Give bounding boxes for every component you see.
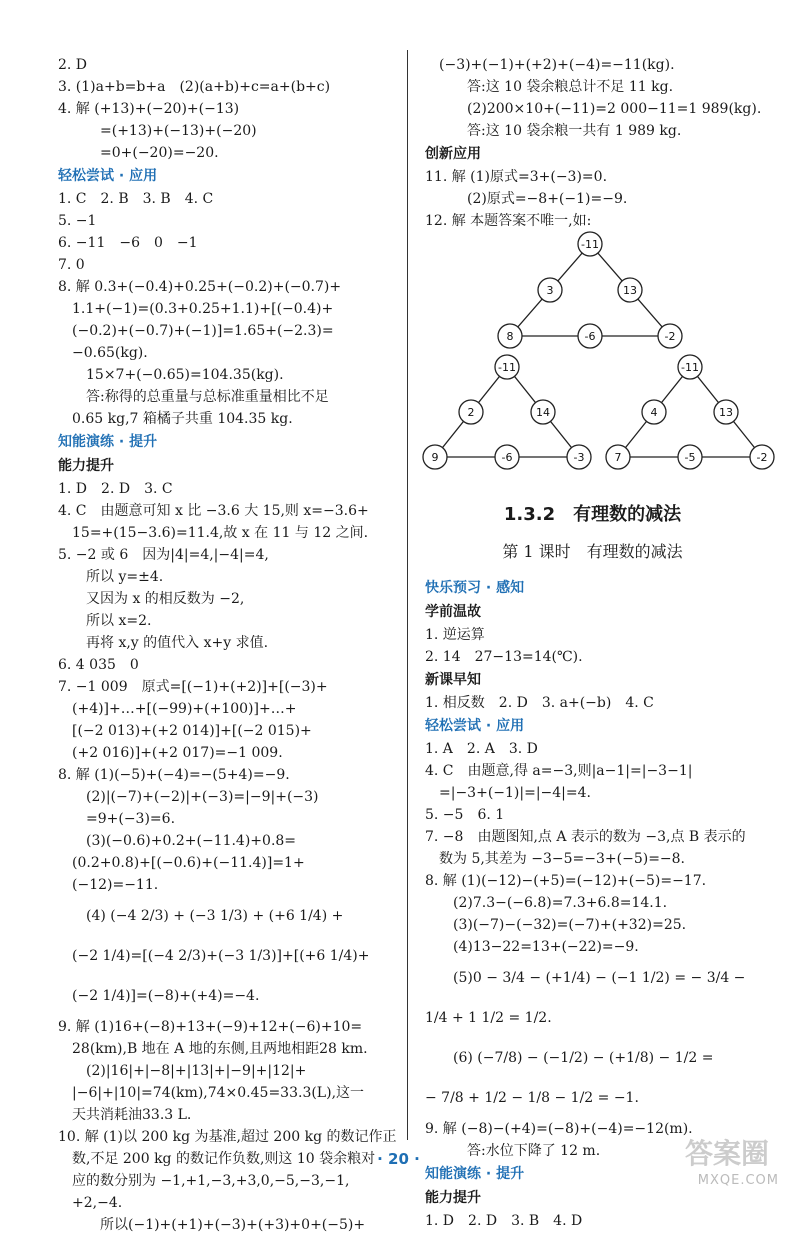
answer-line: 8. 解 (1)(−12)−(+5)=(−12)+(−5)=−17.	[425, 873, 707, 889]
answer-line: (4)13−22=13+(−22)=−9.	[453, 939, 639, 955]
answer-line: (2)200×10+(−11)=2 000−11=1 989(kg).	[467, 101, 762, 117]
answer-line: 1/4 + 1 1/2 = 1/2.	[425, 1010, 552, 1026]
answer-line: 1.1+(−1)=(0.3+0.25+1.1)+[(−0.4)+	[72, 301, 334, 317]
answer-line: 11. 解 (1)原式=3+(−3)=0.	[425, 169, 608, 185]
answer-line: 数为 5,其差为 −3−5=−3+(−5)=−8.	[439, 851, 686, 867]
answer-line: 5. −2 或 6 因为|4|=4,|−4|=4,	[58, 547, 269, 563]
answer-line: =0+(−20)=−20.	[100, 145, 219, 161]
answer-line: (−12)=−11.	[72, 877, 159, 893]
answer-line: 10. 解 (1)以 200 kg 为基准,超过 200 kg 的数记作正	[58, 1129, 397, 1145]
triangle-diagrams	[425, 232, 768, 482]
triangle-node-label: 13	[623, 284, 637, 297]
answer-line: 8. 解 (1)(−5)+(−4)=−(5+4)=−9.	[58, 767, 290, 783]
answer-line: 1. D 2. D 3. C	[58, 481, 173, 497]
answer-line: 又因为 x 的相反数为 −2,	[86, 591, 245, 607]
watermark-logo-text: 答案圈	[684, 1137, 769, 1170]
answer-line: 6. −11 −6 0 −1	[58, 235, 198, 251]
answer-line: 7. 0	[58, 257, 85, 273]
answer-line: 1. 逆运算	[425, 627, 485, 643]
answer-line: (−2 1/4)]=(−8)+(+4)=−4.	[72, 988, 260, 1004]
triangle-node-label: 3	[546, 284, 554, 297]
answer-line: (+2 016)]+(+2 017)=−1 009.	[72, 745, 283, 761]
answer-line: 15=+(15−3.6)=11.4,故 x 在 11 与 12 之间.	[72, 525, 369, 541]
answer-line: (5)0 − 3/4 − (+1/4) − (−1 1/2) = − 3/4 −	[453, 970, 746, 986]
answer-line: (2)|(−7)+(−2)|+(−3)=|−9|+(−3)	[86, 789, 319, 805]
answer-line: 1. C 2. B 3. B 4. C	[58, 191, 214, 207]
triangle-node-label: -6	[584, 330, 596, 343]
answer-line: 2. 14 27−13=14(℃).	[425, 649, 583, 665]
triangle-node-label: 2	[467, 406, 475, 419]
answer-line: |−6|+|10|=74(km),74×0.45=33.3(L),这一	[72, 1085, 365, 1101]
subsection-heading: 学前温故	[425, 604, 481, 620]
triangle-node-label: 8	[506, 330, 514, 343]
answer-line: (0.2+0.8)+[(−0.6)+(−11.4)]=1+	[72, 855, 305, 871]
answer-line: 6. 4 035 0	[58, 657, 139, 673]
watermark-site: MXQE.COM	[697, 1173, 779, 1188]
triangle-node-label: -5	[684, 451, 696, 464]
answer-line: 所以(−1)+(+1)+(−3)+(+3)+0+(−5)+	[100, 1217, 366, 1233]
answer-line: (3)(−7)−(−32)=(−7)+(+32)=25.	[453, 917, 687, 933]
triangle-node-label: 14	[536, 406, 550, 419]
answer-line: 9. 解 (−8)−(+4)=(−8)+(−4)=−12(m).	[425, 1121, 693, 1137]
answer-line: [(−2 013)+(+2 014)]+[(−2 015)+	[72, 723, 312, 739]
answer-line: 答:这 10 袋余粮一共有 1 989 kg.	[467, 123, 682, 139]
answer-line: 2. D	[58, 57, 88, 73]
answer-line: +2,−4.	[72, 1195, 123, 1211]
answer-line: (2)原式=−8+(−1)=−9.	[467, 191, 628, 207]
answer-line: 1. A 2. A 3. D	[425, 741, 538, 757]
page-number: · 20 ·	[377, 1150, 420, 1168]
triangle-node-label: -2	[756, 451, 768, 464]
subsection-heading: 能力提升	[58, 458, 114, 474]
triangle-node-label: 7	[614, 451, 622, 464]
answer-line: (4) (−4 2/3) + (−3 1/3) + (+6 1/4) +	[86, 908, 344, 924]
section-heading: 快乐预习 · 感知	[425, 580, 525, 596]
answer-line: 1. 相反数 2. D 3. a+(−b) 4. C	[425, 695, 654, 711]
answer-line: 3. (1)a+b=b+a (2)(a+b)+c=a+(b+c)	[58, 79, 331, 95]
answer-line: 4. C 由题意,得 a=−3,则|a−1|=|−3−1|	[425, 763, 693, 779]
triangle-outline	[510, 244, 670, 336]
chapter-title: 1.3.2 有理数的减法	[503, 504, 682, 525]
lesson-title: 第 1 课时 有理数的减法	[502, 542, 683, 561]
answer-line: − 7/8 + 1/2 − 1/8 − 1/2 = −1.	[425, 1090, 639, 1106]
answer-line: 7. −8 由题图知,点 A 表示的数为 −3,点 B 表示的	[425, 829, 746, 845]
triangle-node-label: -2	[664, 330, 676, 343]
answer-line: 应的数分别为 −1,+1,−3,+3,0,−5,−3,−1,	[72, 1173, 350, 1189]
answer-line: (2)7.3−(−6.8)=7.3+6.8=14.1.	[453, 895, 668, 911]
answer-line: (−2 1/4)=[(−4 2/3)+(−3 1/3)]+[(+6 1/4)+	[72, 948, 370, 964]
left-column	[58, 54, 398, 1236]
triangle-node-label: -11	[581, 238, 599, 251]
watermark-logo	[659, 1132, 779, 1188]
answer-line: 答:水位下降了 12 m.	[467, 1143, 601, 1159]
answer-line: 数,不足 200 kg 的数记作负数,则这 10 袋余粮对	[72, 1151, 376, 1167]
triangle-node-label: 9	[431, 451, 439, 464]
answer-line: 1. D 2. D 3. B 4. D	[425, 1213, 583, 1229]
answer-line: 12. 解 本题答案不唯一,如:	[425, 213, 592, 229]
answer-line: 答:这 10 袋余粮总计不足 11 kg.	[467, 79, 674, 95]
triangle-node-label: 4	[650, 406, 658, 419]
answer-line: =(+13)+(−13)+(−20)	[100, 123, 257, 139]
answer-line: 天共消耗油33.3 L.	[72, 1107, 192, 1123]
answer-line: 9. 解 (1)16+(−8)+13+(−9)+12+(−6)+10=	[58, 1019, 363, 1035]
triangle-outline	[435, 367, 579, 457]
answer-line: 7. −1 009 原式=[(−1)+(+2)]+[(−3)+	[58, 679, 328, 695]
answer-line: (2)|16|+|−8|+|13|+|−9|+|12|+	[86, 1063, 307, 1079]
answer-line: 5. −1	[58, 213, 97, 229]
answer-line: 4. C 由题意可知 x 比 −3.6 大 15,则 x=−3.6+	[58, 503, 369, 519]
answer-line: 28(km),B 地在 A 地的东侧,且两地相距28 km.	[72, 1041, 368, 1057]
answer-line: 15×7+(−0.65)=104.35(kg).	[86, 367, 284, 383]
triangle-node-label: -11	[681, 361, 699, 374]
column-divider	[407, 50, 408, 1140]
answer-line: (−0.2)+(−0.7)+(−1)]=1.65+(−2.3)=	[72, 323, 334, 339]
answer-line: =|−3+(−1)|=|−4|=4.	[439, 785, 591, 801]
section-heading: 知能演练 · 提升	[58, 434, 158, 450]
answer-line: 再将 x,y 的值代入 x+y 求值.	[86, 635, 269, 651]
triangle-diagram-svg	[425, 232, 768, 482]
triangle-outline	[618, 367, 762, 457]
subsection-heading: 新课早知	[425, 672, 481, 688]
answer-line: 5. −5 6. 1	[425, 807, 505, 823]
answer-line: 4. 解 (+13)+(−20)+(−13)	[58, 101, 240, 117]
section-heading: 知能演练 · 提升	[425, 1166, 525, 1182]
answer-line: 0.65 kg,7 箱橘子共重 104.35 kg.	[72, 411, 293, 427]
section-heading: 轻松尝试 · 应用	[425, 718, 525, 734]
subsection-heading: 能力提升	[425, 1190, 481, 1206]
answer-line: −0.65(kg).	[72, 345, 148, 361]
triangle-node-label: 13	[719, 406, 733, 419]
answer-line: =9+(−3)=6.	[86, 811, 176, 827]
right-column	[425, 54, 768, 1232]
answer-line: (−3)+(−1)+(+2)+(−4)=−11(kg).	[439, 57, 675, 73]
answer-line: 所以 x=2.	[86, 613, 152, 629]
answer-line: 所以 y=±4.	[86, 569, 164, 585]
answer-line: (3)(−0.6)+0.2+(−11.4)+0.8=	[86, 833, 297, 849]
triangle-node-label: -11	[498, 361, 516, 374]
triangle-node-label: -3	[573, 451, 585, 464]
section-heading: 轻松尝试 · 应用	[58, 168, 158, 184]
triangle-node-label: -6	[501, 451, 513, 464]
answer-line: 8. 解 0.3+(−0.4)+0.25+(−0.2)+(−0.7)+	[58, 279, 342, 295]
subsection-heading: 创新应用	[425, 146, 481, 162]
answer-line: (+4)]+…+[(−99)+(+100)]+…+	[72, 701, 297, 717]
answer-line: (6) (−7/8) − (−1/2) − (+1/8) − 1/2 =	[453, 1050, 714, 1066]
answer-line: 答:称得的总重量与总标准重量相比不足	[86, 389, 329, 405]
